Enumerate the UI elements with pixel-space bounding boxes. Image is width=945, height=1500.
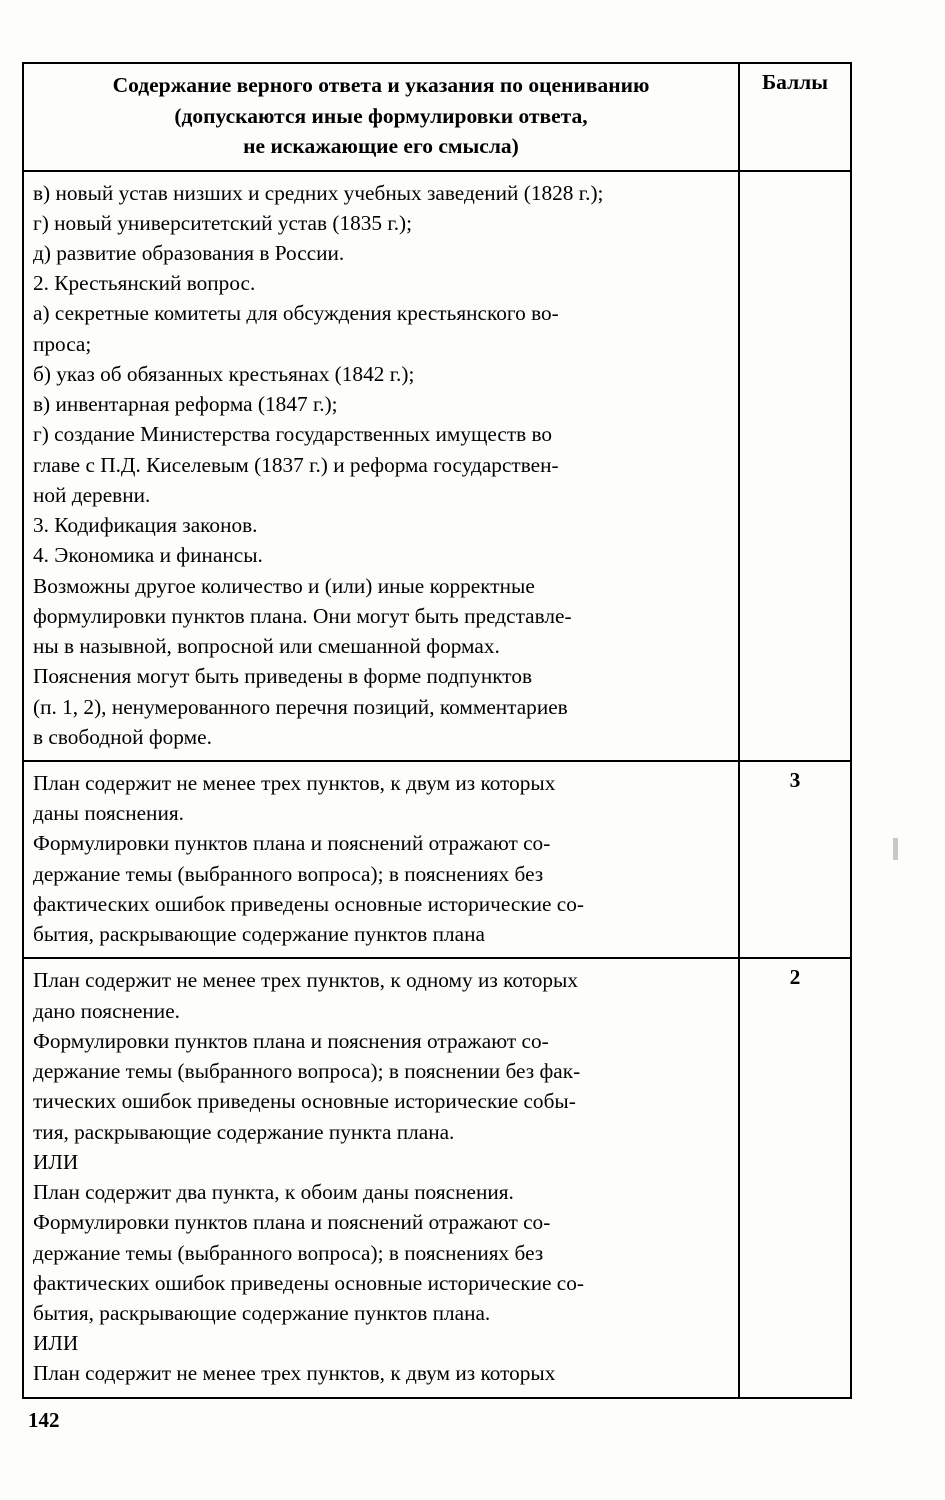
content-line: держание темы (выбранного вопроса); в пояснениях без xyxy=(33,1240,544,1265)
criteria-score-cell: 3 xyxy=(739,761,851,958)
content-line: г) новый университетский устав (1835 г.); xyxy=(33,210,413,235)
content-line: бытия, раскрывающие содержание пунктов плана xyxy=(33,922,485,947)
content-line: б) указ об обязанных крестьянах (1842 г.); xyxy=(33,361,415,386)
content-line: ны в назывной, вопросной или смешанной формах. xyxy=(33,634,500,659)
criteria-content-cell xyxy=(23,171,739,761)
content-line: Формулировки пунктов плана и пояснений отражают со- xyxy=(33,831,551,856)
content-line: фактических ошибок приведены основные исторические со- xyxy=(33,1270,584,1295)
content-line: ной деревни. xyxy=(33,482,151,507)
table-row xyxy=(23,761,851,958)
content-line: Формулировки пунктов плана и пояснения отражают со- xyxy=(33,1028,549,1053)
grading-criteria-table xyxy=(22,62,852,1399)
content-line: ИЛИ xyxy=(33,1149,79,1174)
content-line: в) инвентарная реформа (1847 г.); xyxy=(33,392,338,417)
content-line: проса; xyxy=(33,331,92,356)
table-row xyxy=(23,171,851,761)
content-line: 3. Кодификация законов. xyxy=(33,513,258,538)
grading-table-wrapper xyxy=(22,62,850,1399)
content-line: формулировки пунктов плана. Они могут быть представле- xyxy=(33,603,572,628)
content-line: ИЛИ xyxy=(33,1331,79,1356)
content-line: 2. Крестьянский вопрос. xyxy=(33,271,256,296)
criteria-content-cell xyxy=(23,958,739,1397)
header-line-1: Содержание верного ответа и указания по оцениванию xyxy=(112,73,650,97)
content-line: 4. Экономика и финансы. xyxy=(33,543,263,568)
table-header-row xyxy=(23,63,851,171)
content-line: тия, раскрывающие содержание пункта плана. xyxy=(33,1119,455,1144)
content-line: а) секретные комитеты для обсуждения крестьянского во- xyxy=(33,301,559,326)
content-line: План содержит не менее трех пунктов, к двум из которых xyxy=(33,771,556,795)
content-line: держание темы (выбранного вопроса); в пояснении без фак- xyxy=(33,1059,581,1084)
header-line-3: не искажающие его смысла) xyxy=(243,134,519,159)
criteria-content-cell xyxy=(23,761,739,958)
content-line: План содержит не менее трех пунктов, к одному из которых xyxy=(33,968,579,993)
content-line: даны пояснения. xyxy=(33,801,184,826)
content-line: держание темы (выбранного вопроса); в пояснениях без xyxy=(33,861,544,886)
content-line: Пояснения могут быть приведены в форме подпунктов xyxy=(33,664,533,689)
content-line: фактических ошибок приведены основные исторические со- xyxy=(33,891,584,916)
header-line-2: (допускаются иные формулировки ответа, xyxy=(174,103,588,128)
content-line: главе с П.Д. Киселевым (1837 г.) и реформа государствен- xyxy=(33,452,559,477)
table-row xyxy=(23,958,851,1397)
content-line: дано пояснение. xyxy=(33,998,180,1023)
header-score-column: Баллы xyxy=(739,63,851,171)
page-number: 142 xyxy=(28,1408,60,1432)
content-line: в свободной форме. xyxy=(33,724,212,749)
content-line: План содержит два пункта, к обоим даны пояснения. xyxy=(33,1180,514,1205)
content-line: План содержит не менее трех пунктов, к двум из которых xyxy=(33,1361,556,1386)
content-line: г) создание Министерства государственных имуществ во xyxy=(33,422,553,447)
content-line: (п. 1, 2), ненумерованного перечня позиций, комментариев xyxy=(33,694,568,719)
criteria-score-cell: 2 xyxy=(739,958,851,1397)
content-line: д) развитие образования в России. xyxy=(33,241,345,266)
content-line: Возможны другое количество и (или) иные корректные xyxy=(33,573,535,598)
header-content-column xyxy=(23,63,739,171)
content-line: в) новый устав низших и средних учебных заведений (1828 г.); xyxy=(33,180,604,205)
content-line: бытия, раскрывающие содержание пунктов плана. xyxy=(33,1300,491,1325)
margin-mark xyxy=(893,838,898,860)
content-line: Формулировки пунктов плана и пояснений отражают со- xyxy=(33,1210,551,1235)
criteria-score-cell xyxy=(739,171,851,761)
content-line: тических ошибок приведены основные исторические собы- xyxy=(33,1089,576,1114)
